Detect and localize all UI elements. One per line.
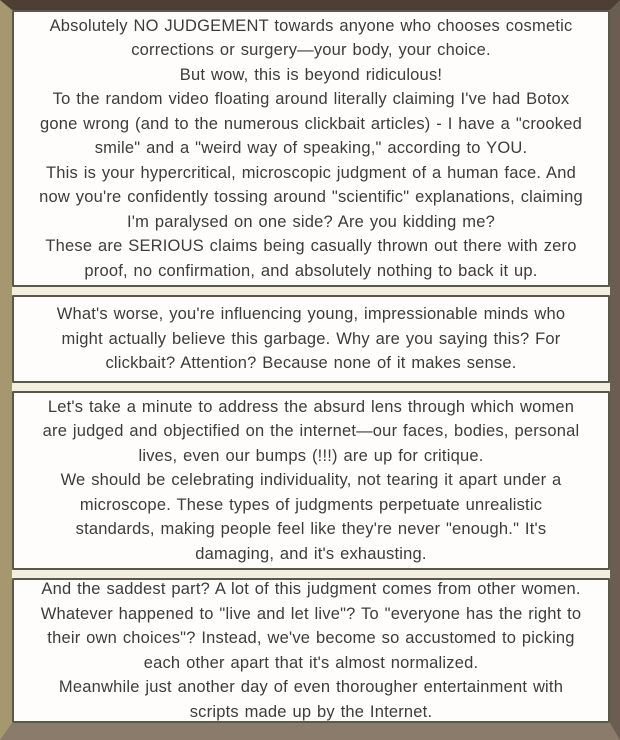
statement-card (12, 10, 610, 287)
statement-card (12, 295, 610, 383)
statement-paragraph: But wow, this is beyond ridiculous! (179, 65, 443, 84)
statement-paragraph: What's worse, you're influencing young, impressionable minds who might actually believe this garbage. Why are you saying this? For clickbait? Attention? Because none of it makes sense. (56, 305, 566, 373)
statement-paragraph: These are SERIOUS claims being casually thrown out there with zero proof, no confirmation, and absolutely nothing to back it up. (45, 237, 577, 280)
statement-paragraph: Let's take a minute to address the absurd lens through which women are judged and objectified on the internet—our faces, bodies, personal lives, even our bumps (!!!) are up for critique. (42, 397, 580, 465)
statement-card (12, 578, 610, 723)
statement-paragraph: This is your hypercritical, microscopic judgment of a human face. And now you're confidently tossing around "scientific" explanations, claiming I'm paralysed on one side? Are you kidding me? (39, 163, 583, 231)
statement-paragraph: Absolutely NO JUDGEMENT towards anyone who chooses cosmetic corrections or surgery—your body, your choice. (49, 16, 573, 60)
statement-paragraph: To the random video floating around literally claiming I've had Botox gone wrong (and to the numerous clickbait articles) - I have a "crooked smile" and a "weird way of speaking," according to YOU. (40, 90, 582, 158)
statement-paragraph: And the saddest part? A lot of this judgment comes from other women. Whatever happened to "live and let live"? To "everyone has the right to their own choices"? Instead, we've become so accustomed to picking each other apart that it's almost normalized. (40, 580, 582, 672)
statement-paragraph: We should be celebrating individuality, not tearing it apart under a microscope. These types of judgments perpetuate unrealistic standards, making people feel like they're never "enough." It's damaging, and it's exhausting. (60, 471, 562, 563)
cards-container (12, 10, 610, 723)
statement-paragraph: Meanwhile just another day of even thorougher entertainment with scripts made up by the Internet. (58, 678, 564, 721)
statement-card (12, 391, 610, 570)
